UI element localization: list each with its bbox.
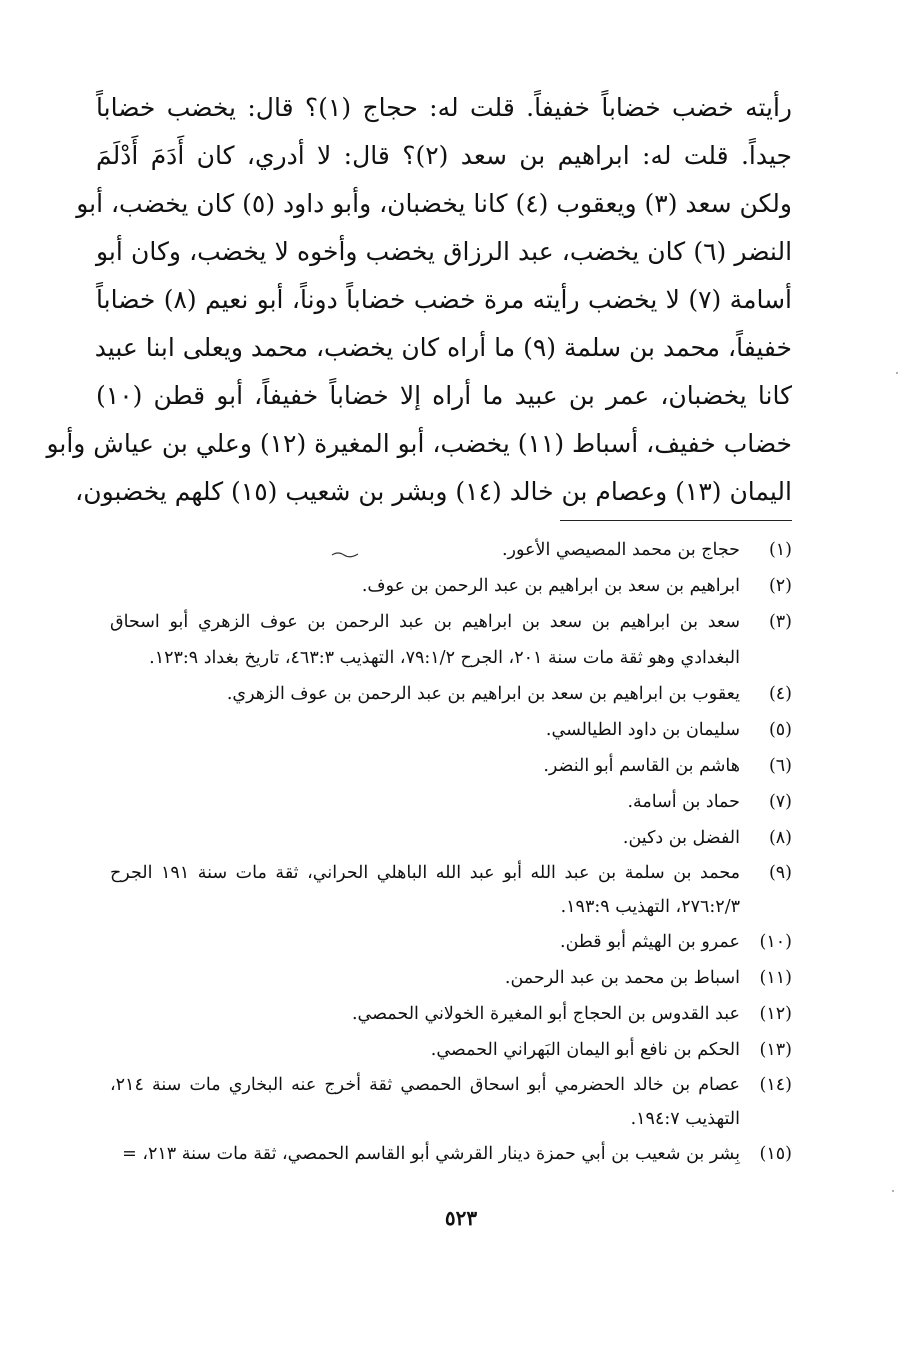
main-line: جيداً. قلت له: ابراهيم بن سعد (٢)؟ قال: لا أدري، كان أَدَمَ أَدْلَمَ [96, 141, 792, 170]
page-number: ٥٢٣ [444, 1206, 478, 1230]
scan-speck [892, 1190, 894, 1192]
main-line: النضر (٦) كان يخضب، عبد الرزاق يخضب وأخوه لا يخضب، وكان أبو [96, 237, 793, 266]
main-line: ولكن سعد (٣) ويعقوب (٤) كانا يخضبان، وأبو داود (٥) كان يخضب، أبو [76, 189, 792, 218]
footnote [110, 1136, 792, 1172]
footnote-text: ابراهيم بن سعد بن ابراهيم بن عبد الرحمن بن عوف. [361, 576, 740, 596]
footnote-text: بِشر بن شعيب بن أبي حمزة دينار القرشي أبو القاسم الحمصي، ثقة مات سنة ٢١٣، = [122, 1144, 740, 1164]
footnote-number: (١٢) [759, 1004, 792, 1024]
footnote [110, 568, 792, 604]
footnote [110, 1068, 792, 1136]
footnote-text: حماد بن أسامة. [627, 792, 740, 812]
footnote [110, 604, 792, 676]
footnote-text: هاشم بن القاسم أبو النضر. [543, 756, 740, 776]
main-line: خضاب خفيف، أسباط (١١) يخضب، أبو المغيرة (١٢) وعلي بن عياش وأبو [46, 429, 792, 458]
footnote [110, 820, 792, 856]
footnote-number: (١٣) [759, 1040, 792, 1060]
footnote-number: (١١) [759, 968, 792, 988]
main-line: كانا يخضبان، عمر بن عبيد ما أراه إلا خضاباً خفيفاً، أبو قطن (١٠) [96, 381, 792, 410]
footnote-number: (٦) [768, 756, 792, 776]
footnote [110, 712, 792, 748]
main-line: أسامة (٧) لا يخضب رأيته مرة خضب خضاباً دوناً، أبو نعيم (٨) خضاباً [96, 285, 792, 314]
footnote [110, 784, 792, 820]
footnote [110, 924, 792, 960]
footnote-text: اسباط بن محمد بن عبد الرحمن. [504, 968, 740, 988]
main-line: اليمان (١٣) وعصام بن خالد (١٤) وبشر بن شعيب (١٥) كلهم يخضبون، [75, 477, 792, 506]
main-line: خفيفاً، محمد بن سلمة (٩) ما أراه كان يخضب، محمد ويعلى ابنا عبيد [94, 333, 792, 362]
footnote-number: (٧) [768, 792, 792, 812]
footnote-number: (٥) [768, 720, 792, 740]
footnote [110, 532, 792, 568]
footnote-number: (٣) [768, 612, 792, 632]
footnote-number: (٩) [768, 863, 792, 883]
footnote-number: (١٤) [759, 1075, 792, 1095]
footnote [110, 996, 792, 1032]
footnote-number: (١) [768, 540, 792, 560]
footnote [110, 1032, 792, 1068]
footnote-number: (١٥) [759, 1144, 792, 1164]
footnote-separator [560, 520, 792, 521]
main-line: رأيته خضب خضاباً خفيفاً. قلت له: حجاج (١)؟ قال: يخضب خضاباً [96, 93, 793, 122]
footnote-text: عمرو بن الهيثم أبو قطن. [560, 932, 740, 952]
footnote-number: (٢) [768, 576, 792, 596]
footnote-text: حجاج بن محمد المصيصي الأعور. [501, 540, 740, 560]
footnotes [110, 532, 792, 1172]
footnote-number: (٤) [768, 684, 792, 704]
footnote-number: (١٠) [759, 932, 792, 952]
footnote [110, 748, 792, 784]
scan-speck [896, 372, 898, 374]
footnote [110, 960, 792, 996]
footnote [110, 856, 792, 924]
footnote-text: محمد بن سلمة بن عبد الله أبو عبد الله الباهلي الحراني، ثقة مات سنة ١٩١ الجرح ٢٧٦:٢/٣، التهذيب ١٩٣:٩. [110, 863, 740, 917]
footnote-text: الفضل بن دكين. [622, 828, 740, 848]
footnote [110, 676, 792, 712]
footnote-text: سليمان بن داود الطيالسي. [545, 720, 740, 740]
footnote-text: سعد بن ابراهيم بن سعد بن ابراهيم بن عبد الرحمن بن عوف الزهري أبو اسحاق البغدادي وهو ثقة مات سنة ٢٠١، الجرح ٧٩:١/٢، التهذيب ٤٦٣:٣، تاريخ بغداد ١٢٣:٩. [110, 612, 740, 668]
footnote-text: يعقوب بن ابراهيم بن سعد بن ابراهيم بن عبد الرحمن بن عوف الزهري. [226, 684, 740, 704]
footnote-text: الحكم بن نافع أبو اليمان البَهراني الحمصي. [430, 1040, 740, 1060]
footnote-number: (٨) [768, 828, 792, 848]
footnote-text: عصام بن خالد الحضرمي أبو اسحاق الحمصي ثقة أخرج عنه البخاري مات سنة ٢١٤، التهذيب ١٩٤:٧. [110, 1075, 740, 1129]
footnote-text: عبد القدوس بن الحجاج أبو المغيرة الخولاني الحمصي. [351, 1004, 740, 1024]
main-text [46, 84, 793, 516]
